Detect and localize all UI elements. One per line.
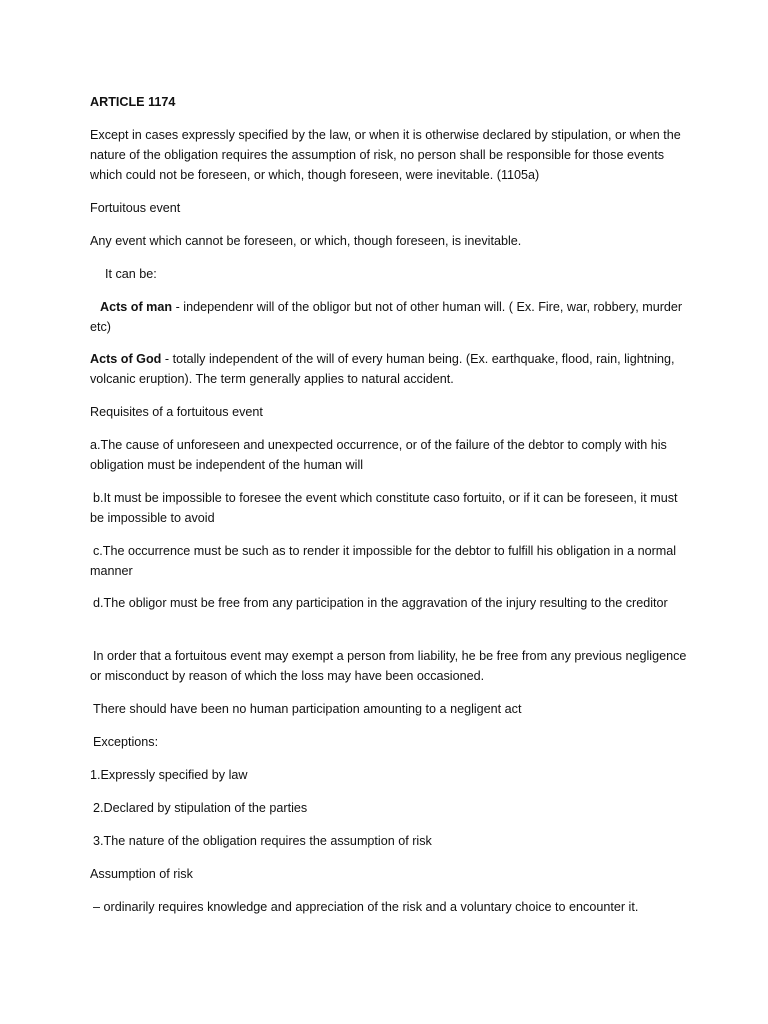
- requisites-heading: Requisites of a fortuitous event: [90, 405, 263, 419]
- acts-of-man: [90, 297, 690, 337]
- requisite-c: c.The occurrence must be such as to render it impossible for the debtor to fulfill his obligation in a normal manner: [90, 544, 677, 578]
- acts-of-god: [90, 349, 690, 389]
- exception-3: 3.The nature of the obligation requires the assumption of risk: [93, 834, 432, 848]
- liability-text: In order that a fortuitous event may exempt a person from liability, he be free from any previous negligence or misconduct by reason of which the loss may have been occasioned.: [90, 649, 687, 683]
- assumption-heading: Assumption of risk: [90, 867, 193, 881]
- acts-of-god-text: - totally independent of the will of every human being. (Ex. earthquake, flood, rain, lightning, volcanic eruption). The term generally applies to natural accident.: [90, 352, 675, 386]
- article-heading: ARTICLE 1174: [90, 95, 176, 109]
- fortuitous-definition: Any event which cannot be foreseen, or which, though foreseen, is inevitable.: [90, 234, 522, 248]
- no-participation-text: There should have been no human participation amounting to a negligent act: [93, 702, 522, 716]
- exception-1: 1.Expressly specified by law: [90, 768, 248, 782]
- article-text: Except in cases expressly specified by the law, or when it is otherwise declared by stipulation, or when the nature of the obligation requires the assumption of risk, no person shall be responsible for those events which could not be foreseen, or which, though foreseen, were inevitable. (1105a): [90, 128, 681, 182]
- requisite-b: b.It must be impossible to foresee the event which constitute caso fortuito, or if it can be foreseen, it must be impossible to avoid: [90, 491, 678, 525]
- exceptions-heading: Exceptions:: [93, 735, 159, 749]
- it-can-be: It can be:: [105, 267, 157, 281]
- assumption-text: – ordinarily requires knowledge and appreciation of the risk and a voluntary choice to encounter it.: [93, 900, 639, 914]
- acts-of-man-term: Acts of man: [100, 300, 173, 314]
- exception-2: 2.Declared by stipulation of the parties: [93, 801, 308, 815]
- fortuitous-heading: Fortuitous event: [90, 201, 181, 215]
- requisite-d: d.The obligor must be free from any participation in the aggravation of the injury resulting to the creditor: [93, 596, 668, 610]
- acts-of-god-term: Acts of God: [90, 352, 162, 366]
- requisite-a: a.The cause of unforeseen and unexpected occurrence, or of the failure of the debtor to comply with his obligation must be independent of the human will: [90, 438, 667, 472]
- acts-of-man-text: - independenr will of the obligor but not of other human will. ( Ex. Fire, war, robbery, murder etc): [90, 300, 683, 334]
